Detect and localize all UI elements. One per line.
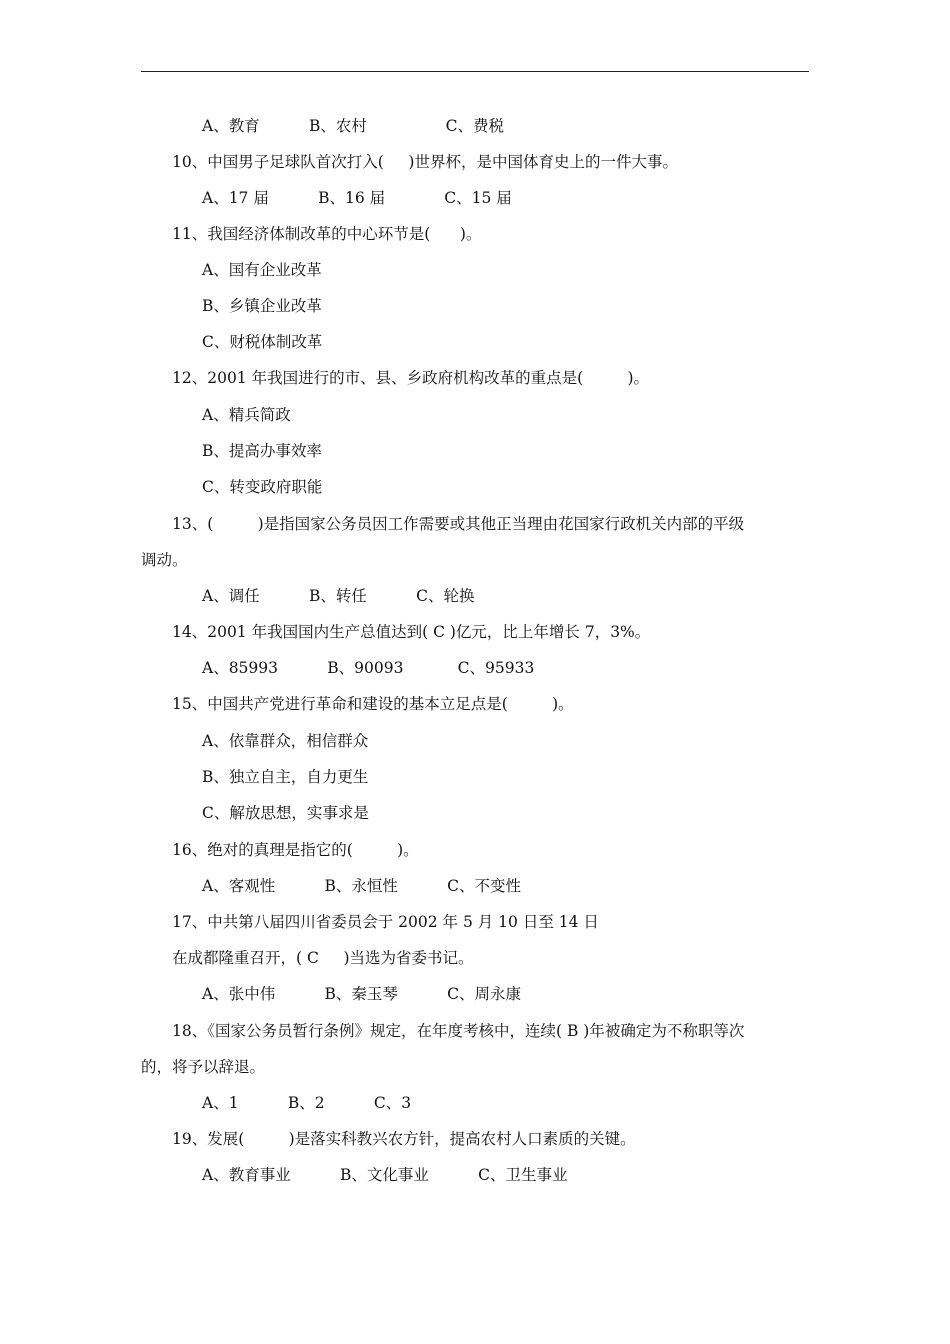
question-continuation: 在成都隆重召开，( C )当选为省委书记。 <box>172 949 474 967</box>
question-line: 17、中共第八届四川省委员会于 2002 年 5 月 10 日至 14 日 <box>172 913 599 931</box>
option-line: B、提高办事效率 <box>202 442 322 460</box>
option-line: A、精兵简政 <box>202 406 291 424</box>
option-line: B、独立自主，自力更生 <box>202 768 369 786</box>
option-line: B、乡镇企业改革 <box>202 297 322 315</box>
option-line: A、依靠群众，相信群众 <box>202 732 369 750</box>
option-line: A、17 届 B、16 届 C、15 届 <box>202 189 512 207</box>
question-continuation: 调动。 <box>141 551 188 569</box>
question-line: 16、绝对的真理是指它的( )。 <box>172 841 419 859</box>
option-line: A、85993 B、90093 C、95933 <box>202 659 535 677</box>
option-line: C、转变政府职能 <box>202 478 323 496</box>
option-line: A、国有企业改革 <box>202 261 322 279</box>
option-line: A、调任 B、转任 C、轮换 <box>202 587 475 605</box>
question-line: 14、2001 年我国国内生产总值达到( C )亿元，比上年增长 7，3%。 <box>172 623 651 641</box>
question-line: 15、中国共产党进行革命和建设的基本立足点是( )。 <box>172 695 574 713</box>
option-line: A、客观性 B、永恒性 C、不变性 <box>202 877 521 895</box>
option-line: A、教育事业 B、文化事业 C、卫生事业 <box>202 1166 568 1184</box>
option-line: A、张中伟 B、秦玉琴 C、周永康 <box>202 985 521 1003</box>
option-line: C、财税体制改革 <box>202 333 323 351</box>
option-line: A、1 B、2 C、3 <box>202 1094 412 1112</box>
question-continuation: 的，将予以辞退。 <box>141 1058 266 1076</box>
question-line: 18、《国家公务员暂行条例》规定，在年度考核中，连续( B )年被确定为不称职等次 <box>172 1022 745 1040</box>
question-line: 13、( )是指国家公务员因工作需要或其他正当理由花国家行政机关内部的平级 <box>172 515 745 533</box>
question-line: 19、发展( )是落实科教兴农方针，提高农村人口素质的关键。 <box>172 1130 636 1148</box>
question-line: 10、中国男子足球队首次打入( )世界杯，是中国体育史上的一件大事。 <box>172 153 678 171</box>
option-line: A、教育 B、农村 C、费税 <box>202 117 505 135</box>
header-rule <box>141 71 809 72</box>
question-line: 12、2001 年我国进行的市、县、乡政府机构改革的重点是( )。 <box>172 369 650 387</box>
option-line: C、解放思想，实事求是 <box>202 804 369 822</box>
question-line: 11、我国经济体制改革的中心环节是( )。 <box>172 225 482 243</box>
